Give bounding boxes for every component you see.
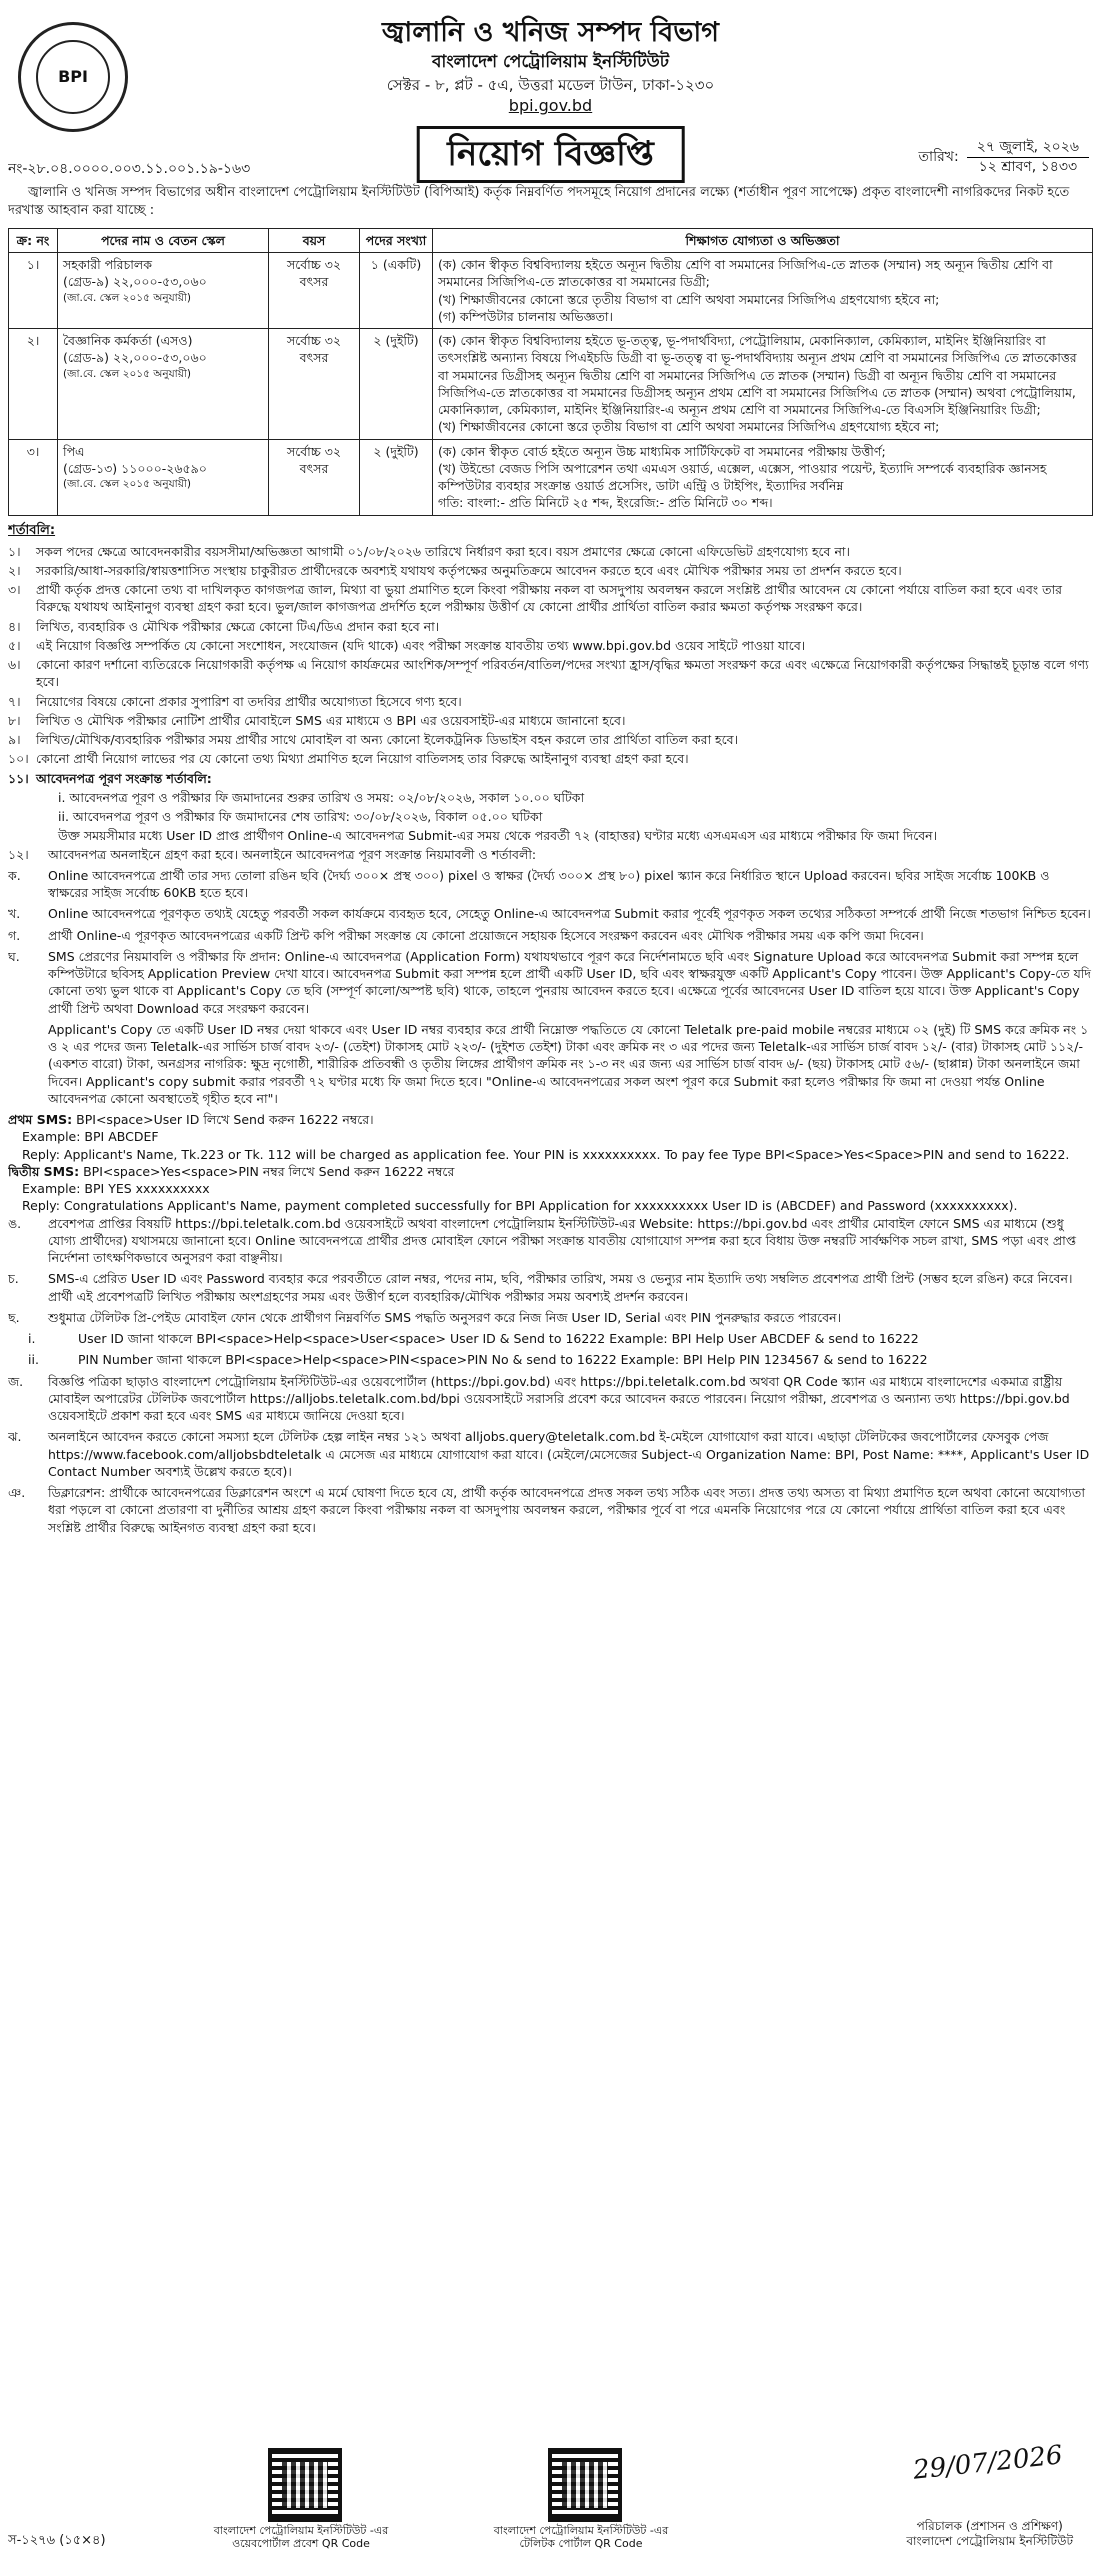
row-age: সর্বোচ্চ ৩২ বৎসর	[269, 329, 360, 440]
step-text: Online আবেদনপত্রে পূরণকৃত তথ্যই যেহেতু পরবর্তী সকল কার্যক্রমে ব্যবহৃত হবে, সেহেতু Online-এ আবেদনপত্র Submit করার পূর্বেই পূরণকৃত সকল তথ্যের সঠিকতা সম্পর্কে প্রার্থী নিজে শতভাগ নিশ্চিত হবেন।	[48, 906, 1091, 922]
recover-key: ii.	[28, 1352, 39, 1368]
recover-text: User ID জানা থাকলে BPI<space>Help<space>User<space> User ID & Send to 16222 Example: BPI Help User ABCDEF & send to 16222	[78, 1331, 919, 1347]
header-center	[8, 8, 1093, 117]
col-count: পদের সংখ্যা	[360, 228, 433, 252]
step-key	[8, 1021, 48, 1111]
signatory	[906, 2519, 1073, 2550]
row-age: সর্বোচ্চ ৩২ বৎসর	[269, 253, 360, 329]
teletalk-qr-code[interactable]	[548, 2448, 622, 2522]
posts-table	[8, 228, 1093, 516]
first-sms-command: BPI<space>User ID লিখে Send করুন 16222 নম্বরে।	[76, 1112, 374, 1128]
step-key: ছ.	[8, 1309, 20, 1325]
condition-item: ৮। লিখিত ও মৌখিক পরীক্ষার নোটিশ প্রার্থীর মোবাইলে SMS এর মাধ্যমে ও BPI এর ওয়েবসাইট-এর মাধ্যমে জানানো হবে।	[8, 712, 626, 728]
qualification-item: (খ) শিক্ষাজীবনের কোনো স্তরে তৃতীয় বিভাগ বা শ্রেণি অথবা সমমানের সিজিপিএ গ্রহণযোগ্য হইবে না;	[438, 291, 940, 307]
condition-item: ১১। আবেদনপত্র পূরণ সংক্রান্ত শর্তাবলি:	[8, 770, 212, 786]
step-text: প্রার্থী Online-এ পূরণকৃত আবেদনপত্রের একটি প্রিন্ট কপি পরীক্ষা সংক্রান্ত যে কোনো প্রয়োজনে সহায়ক হিসেবে সংরক্ষণ করবেন এবং মৌখিক পরীক্ষার সময় এক কপি জমা দিবেন।	[48, 927, 924, 943]
step-key: ঘ.	[8, 948, 20, 964]
row-serial: ২।	[9, 329, 58, 440]
sms-instructions	[8, 1111, 1093, 1215]
step-text: অনলাইনে আবেদন করতে কোনো সমস্যা হলে টেলিটক হেল্প লাইন নম্বর ১২১ অথবা alljobs.query@teletalk.com.bd ই-মেইলে যোগাযোগ করা যাবে। এছাড়া টেলিটকের জবপোর্টালের ফেসবুক পেজ https://www.facebook.com/alljobsbdteletalk এ মেসেজ এর মাধ্যমে যোগাযোগ করা যাবে। (মেইলে/মেসেজের Subject-এ Organization Name: BPI, Post Name: ****, Applicant's User ID Contact Number অবশ্যই উল্লেখ করতে হবে)।	[48, 1429, 1090, 1479]
online-steps	[8, 846, 1093, 1112]
publication-code: স-১২৭৬ (১৫×৪)	[8, 2533, 106, 2549]
signatory-title: পরিচালক (প্রশাসন ও প্রশিক্ষণ)	[916, 2518, 1063, 2533]
teletalk-qr-caption: বাংলাদেশ পেট্রোলিয়াম ইনস্টিটিউট -এর টেলিটক পোর্টাল QR Code	[493, 2523, 669, 2550]
step-text: SMS-এ প্রেরিত User ID এবং Password ব্যবহার করে পরবর্তীতে রোল নম্বর, পদের নাম, ছবি, পরীক্ষার তারিখ, সময় ও ভেন্যুর নাম ইত্যাদি তথ্য সম্বলিত প্রবেশপত্র প্রার্থী প্রিন্ট (সম্ভব হলে রঙিন) করে নিবেন। প্রার্থী এই প্রবেশপত্রটি লিখিত পরীক্ষায় অংশগ্রহণের সময় এবং উত্তীর্ণ হলে ব্যবহারিক/মৌখিক পরীক্ষার সময় অবশ্যই প্রদর্শন করবেন।	[48, 1271, 1073, 1304]
pay-scale-note: (জা.বে. স্কেল ২০১৫ অনুযায়ী)	[63, 367, 191, 380]
condition-item: ২। সরকারি/আধা-সরকারি/স্বায়ত্তশাসিত সংস্থায় চাকুরীরত প্রার্থীদেরকে অবশ্যই যথাযথ কর্তৃপক্ষের অনুমতিক্রমে আবেদন করতে হবে এবং মৌখিক পরীক্ষার সময় তা প্রদর্শন করতে হবে।	[8, 562, 902, 578]
step-key: ঝ.	[8, 1429, 22, 1445]
signatory-org: বাংলাদেশ পেট্রোলিয়াম ইনস্টিটিউট	[906, 2534, 1073, 2549]
table-row	[9, 439, 1093, 515]
second-sms-label: দ্বিতীয় SMS:	[8, 1163, 80, 1179]
row-count: ২ (দুইটি)	[360, 439, 433, 515]
step-text: আবেদনপত্র অনলাইনে গ্রহণ করা হবে। অনলাইনে আবেদনপত্র পূরণ সংক্রান্ত নিয়মাবলী ও শর্তাবলী:	[48, 846, 537, 862]
second-sms-reply: Reply: Congratulations Applicant's Name, payment completed successfully for BPI Application for xxxxxxxxxx User ID is (ABCDEF) and Password (xxxxxxxxxx).	[22, 1198, 1018, 1214]
qualification-item: (ক) কোন স্বীকৃত বোর্ড হইতে অন্যূন উচ্চ মাধ্যমিক সার্টিফিকেট বা সমমানের পরীক্ষায় উত্তীর্ণ;	[438, 443, 886, 459]
step-key: ঙ.	[8, 1215, 22, 1231]
pay-scale: (গ্রেড-৯) ২২,০০০-৫৩,০৬০	[63, 274, 207, 290]
qualification-item: গতি: বাংলা:- প্রতি মিনিটে ২৫ শব্দ, ইংরেজি:- প্রতি মিনিটে ৩০ শব্দ।	[438, 495, 773, 511]
col-qualification: শিক্ষাগত যোগ্যতা ও অভিজ্ঞতা	[433, 228, 1093, 252]
table-row	[9, 253, 1093, 329]
website-qr-code[interactable]	[268, 2448, 342, 2522]
intro-text: জ্বালানি ও খনিজ সম্পদ বিভাগের অধীন বাংলাদেশ পেট্রোলিয়াম ইনস্টিটিউট (বিপিআই) কর্তৃক নিম্নবর্ণিত পদসমূহে নিয়োগ প্রদানের লক্ষ্যে (শর্তাধীন পূরণ সাপেক্ষে) প্রকৃত বাংলাদেশী নাগরিকদের নিকট হতে দরখাস্ত আহবান করা যাচ্ছে :	[8, 185, 1070, 218]
condition-item: ১০। কোনো প্রার্থী নিয়োগ লাভের পর যে কোনো তথ্য মিথ্যা প্রমাণিত হলে নিয়োগ বাতিলসহ তার বিরুদ্ধে আইনানুগ ব্যবস্থা গ্রহণ করা হবে।	[8, 751, 689, 767]
first-sms-reply: Reply: Applicant's Name, Tk.223 or Tk. 112 will be charged as application fee. Your PIN is xxxxxxxxxx. To pay fee Type BPI<Space>Yes<Space>PIN and send to 16222.	[22, 1146, 1070, 1162]
condition-item: ৬। কোনো কারণ দর্শানো ব্যতিরেকে নিয়োগকারী কর্তৃপক্ষ এ নিয়োগ কার্যক্রমের আংশিক/সম্পূর্ণ পরিবর্তন/বাতিল/পদের সংখ্যা হ্রাস/বৃদ্ধির ক্ষমতা সংরক্ষণ করে এবং এক্ষেত্রে নিয়োগকারী কর্তৃপক্ষের সিদ্ধান্তই চূড়ান্ত বলে গণ্য হবে।	[8, 657, 1089, 690]
ministry-name: জ্বালানি ও খনিজ সম্পদ বিভাগ	[382, 17, 719, 48]
pay-scale: (গ্রেড-৯) ২২,০০০-৫৩,০৬০	[63, 350, 207, 366]
issue-date	[919, 138, 1089, 178]
condition-item: ৫। এই নিয়োগ বিজ্ঞপ্তি সম্পর্কিত যে কোনো সংশোধন, সংযোজন (যদি থাকে) এবং পরীক্ষা সংক্রান্ত যাবতীয় তথ্য www.bpi.gov.bd ওয়েব সাইটে পাওয়া যাবে।	[8, 637, 806, 653]
footer	[8, 2432, 1093, 2552]
memo-number: নং-২৮.০৪.০০০০.০০৩.১১.০০১.১৯-১৬৩	[8, 161, 251, 177]
step-text: ডিক্লারেশন: প্রার্থীকে আবেদনপত্রের ডিক্লারেশন অংশে এ মর্মে ঘোষণা দিতে হবে যে, প্রার্থী কর্তৃক আবেদনপত্রে প্রদত্ত সকল তথ্য সঠিক এবং সত্য। প্রদত্ত তথ্য অসত্য বা মিথ্যা প্রমাণিত হলে অথবা কোনো অযোগ্যতা ধরা পড়লে বা কোনো প্রতারণা বা দুর্নীতির আশ্রয় গ্রহণ করলে কিংবা পরীক্ষায় নকল বা অসদুপায় অবলম্বন করলে, পরীক্ষার পূর্বে বা পরে এমনকি নিয়োগের পরে যে কোনো পর্যায়ে প্রার্থিতা বাতিল করা হবে এবং সংশ্লিষ্ট প্রার্থীর বিরুদ্ধে আইনগত ব্যবস্থা গ্রহণ করা হবে।	[48, 1485, 1085, 1535]
date-label: তারিখ:	[918, 149, 959, 166]
step-key: ক.	[8, 867, 21, 883]
condition-item: ১। সকল পদের ক্ষেত্রে আবেদনকারীর বয়সসীমা/অভিজ্ঞতা আগামী ০১/০৮/২০২৬ তারিখে নির্ধারণ করা হবে। বয়স প্রমাণের ক্ষেত্রে কোনো এফিডেভিট গ্রহণযোগ্য হবে না।	[8, 543, 851, 559]
step-text: শুধুমাত্র টেলিটক প্রি-পেইড মোবাইল ফোন থেকে প্রার্থীগণ নিম্নবর্ণিত SMS পদ্ধতি অনুসরণ করে নিজ নিজ User ID, Serial এবং PIN পুনরুদ্ধার করতে পারবেন।	[48, 1309, 842, 1325]
pay-scale-note: (জা.বে. স্কেল ২০১৫ অনুযায়ী)	[63, 478, 191, 491]
pay-scale-note: (জা.বে. স্কেল ২০১৫ অনুযায়ী)	[63, 291, 191, 304]
qualification-item: (ক) কোন স্বীকৃত বিশ্ববিদ্যালয় হইতে ভূ-তত্ত্ব, ভূ-পদার্থবিদ্যা, পেট্রোলিয়াম, মেকানিক্যাল, কেমিক্যাল, মাইনিং ইঞ্জিনিয়ারিং বা তৎসংশ্লিষ্ট অন্যান্য বিষয়ে পিএইচডি ডিগ্রী বা ভূ-তত্ত্ব বা ভূ-পদার্থবিদ্যায় অন্যূন প্রথম শ্রেণি বা সমমানের সিজিপিএ তে স্নাতকোত্তর বা সমমানের ডিগ্রীসহ অন্যূন দ্বিতীয় শ্রেণি বা সমমানের সিজিপিএ তে স্নাতক (সম্মান) ডিগ্রী বা অন্যূন দ্বিতীয় শ্রেণি বা সমমানের সিজিপিএ-তে স্নাতকোত্তর বা সমমানের ডিগ্রীসহ অন্যূন প্রথম শ্রেণি বা সমমানের সিজিপিএ তে স্নাতক (সম্মান) অথবা পেট্রোলিয়াম, মেকানিক্যাল, কেমিক্যাল, মাইনিং ইঞ্জিনিয়ারিং-এ অন্যূন প্রথম শ্রেণি বা সমমানের সিজিপিএ-তে বিএসসি ইঞ্জিনিয়ারিং ডিগ্রী;	[438, 333, 1077, 418]
first-sms-example: Example: BPI ABCDEF	[22, 1129, 159, 1145]
post-name: সহকারী পরিচালক	[63, 257, 152, 273]
step-text: Applicant's Copy তে একটি User ID নম্বর দেয়া থাকবে এবং User ID নম্বর ব্যবহার করে প্রার্থী নিম্নোক্ত পদ্ধতিতে যে কোনো Teletalk pre-paid mobile নম্বরের মাধ্যমে ০২ (দুই) টি SMS করে ক্রমিক নং ১ ও ২ এর পদের জন্য Teletalk-এর সার্ভিস চার্জ বাবদ ২৩/- (তেইশ) টাকাসহ মোট ২২৩/- (দুইশত তেইশ) টাকা এবং ক্রমিক নং ৩ এর পদের জন্য Teletalk-এর সার্ভিস চার্জ বাবদ ১২/- (বার) টাকাসহ মোট ১১২/- (একশত বারো) টাকা, অনগ্রসর নাগরিক: ক্ষুদ্র নৃগোষ্ঠী, শারীরিক প্রতিবন্ধী ও তৃতীয় লিঙ্গের প্রার্থীগণ ক্রমিক নং ১-৩ নং এর জন্য এর সার্ভিস চার্জ বাবদ ৬/- (ছয়) টাকাসহ মোট ৫৬/- (ছাপ্পান্ন) টাকা অনলাইনে জমা দিবেন। Applicant's copy submit করার পরবর্তী ৭২ ঘণ্টার মধ্যে ফি জমা দিতে হবে। "Online-এ আবেদনপত্রের সকল অংশ পূরণ করে Submit করা হলেও পরীক্ষার ফি জমা না দেওয়া পর্যন্ত Online আবেদনপত্র কোনো অবস্থাতেই গৃহীত হবে না"।	[48, 1021, 1089, 1106]
schedule-item: উক্ত সময়সীমার মধ্যে User ID প্রাপ্ত প্রার্থীগণ Online-এ আবেদনপত্র Submit-এর সময় থেকে পরবর্তী ৭২ (বাহাত্তর) ঘণ্টার মধ্যে এসএমএস এর মাধ্যমে পরীক্ষার ফি জমা দিবেন।	[58, 828, 938, 844]
conditions-list	[8, 542, 1093, 846]
step-text: SMS প্রেরণের নিয়মাবলি ও পরীক্ষার ফি প্রদান: Online-এ আবেদনপত্র (Application Form) যথাযথভাবে পূরণ করে নির্দেশনামতে ছবি এবং Signature Upload করে আবেদনপত্র Submit করা সম্পন্ন হলে কম্পিউটারে ছবিসহ Application Preview দেখা যাবে। আবেদনপত্র Submit করা সম্পন্ন হলে প্রার্থী একটি User ID, ছবি এবং স্বাক্ষরযুক্ত একটি Applicant's Copy পাবেন। উক্ত Applicant's Copy-তে যদি কোনো তথ্য ভুল থাকে বা Applicant's Copy তে ছবি (সম্পূর্ণ কালো/অস্পষ্ট ছবি) থাকে, তাহলে পুনরায় আবেদন করতে হবে। এক্ষেত্রে পূর্বের আবেদনের User ID বাতিল হয়ে যাবে। উক্ত Applicant's Copy প্রার্থী প্রিন্ট অথবা Download করে সংরক্ষণ করবেন।	[48, 948, 1091, 1016]
qualification-item: (ক) কোন স্বীকৃত বিশ্ববিদ্যালয় হইতে অন্যূন দ্বিতীয় শ্রেণি বা সমমানের সিজিপিএ-তে স্নাতক (সম্মান) সহ অন্যূন দ্বিতীয় শ্রেণি বা সমমানের সিজিপিএ-তে স্নাতকোত্তর বা সমমানের ডিগ্রী;	[438, 257, 1053, 290]
step-key: ঞ.	[8, 1485, 26, 1501]
recover-key: i.	[28, 1331, 36, 1347]
date-bangla: ১২ শ্রাবণ, ১৪৩৩	[978, 159, 1078, 176]
second-sms-example: Example: BPI YES xxxxxxxxxx	[22, 1181, 210, 1197]
institute-name: বাংলাদেশ পেট্রোলিয়াম ইনস্টিটিউট	[431, 52, 670, 73]
page-title: নিয়োগ বিজ্ঞপ্তি	[416, 126, 685, 183]
conditions-heading: শর্তাবলি:	[8, 522, 56, 538]
table-row	[9, 329, 1093, 440]
table-header-row	[9, 228, 1093, 252]
row-qualification	[433, 329, 1093, 440]
row-post	[58, 329, 269, 440]
recover-text: PIN Number জানা থাকলে BPI<space>Help<space>PIN<space>PIN No & send to 16222 Example: BPI Help PIN 1234567 & send to 16222	[78, 1352, 928, 1368]
row-post	[58, 253, 269, 329]
row-post	[58, 439, 269, 515]
row-serial: ১।	[9, 253, 58, 329]
first-sms-label: প্রথম SMS:	[8, 1112, 73, 1128]
step-key: চ.	[8, 1271, 19, 1287]
qualification-item: (খ) শিক্ষাজীবনের কোনো স্তরে তৃতীয় বিভাগ বা শ্রেণি অথবা সমমানের সিজিপিএ গ্রহণযোগ্য হইবে না;	[438, 419, 940, 435]
signature: 29/07/2026	[911, 2440, 1065, 2486]
step-text: প্রবেশপত্র প্রাপ্তির বিষয়টি https://bpi.teletalk.com.bd ওয়েবসাইটে অথবা বাংলাদেশ পেট্রোলিয়াম ইনস্টিটিউট-এর Website: https://bpi.gov.bd এবং প্রার্থীর মোবাইল ফোনে SMS এর মাধ্যমে (শুধু যোগ্য প্রার্থীদের) যথাসময়ে জানানো হবে। Online আবেদনপত্রে প্রার্থীর প্রদত্ত মোবাইল ফোনে পরীক্ষা সংক্রান্ত যাবতীয় যোগাযোগ সম্পন্ন করা হবে বিধায় উক্ত নম্বরটি সার্বক্ষণিক সচল রাখা, SMS পড়া এবং প্রাপ্ত নির্দেশনা তাৎক্ষণিকভাবে অনুসরণ করা বাঞ্ছনীয়।	[48, 1215, 1077, 1266]
row-qualification	[433, 439, 1093, 515]
condition-item: ৯। লিখিত/মৌখিক/ব্যবহারিক পরীক্ষার সময় প্রার্থীর সাথে মোবাইল বা অন্য কোনো ইলেকট্রনিক ডিভাইস বহন করলে তার প্রার্থিতা বাতিল করা হবে।	[8, 732, 739, 748]
qualification-item: (গ) কম্পিউটার চালনায় অভিজ্ঞতা।	[438, 308, 614, 324]
row-qualification	[433, 253, 1093, 329]
col-age: বয়স	[269, 228, 360, 252]
logo-text: BPI	[36, 40, 110, 114]
schedule-item: i. আবেদনপত্র পূরণ ও পরীক্ষার ফি জমাদানের শুরুর তারিখ ও সময়: ০২/০৮/২০২৬, সকাল ১০.০০ ঘটিকা	[58, 789, 585, 805]
post-name: পিএ	[63, 443, 85, 459]
step-key: ১২।	[8, 846, 29, 862]
step-key: খ.	[8, 906, 21, 922]
institute-website[interactable]: bpi.gov.bd	[508, 96, 593, 116]
condition-item: ৩। প্রার্থী কর্তৃক প্রদত্ত কোনো তথ্য বা দাখিলকৃত কাগজপত্র জাল, মিথ্যা বা ভুয়া প্রমাণিত হলে কিংবা পরীক্ষায় নকল বা অসদুপায় অবলম্বন করলে সংশ্লিষ্ট প্রার্থীর আবেদন যে কোনো পর্যায়ে বাতিল করা হবে এবং তার বিরুদ্ধে যথাযথ আইনানুগ ব্যবস্থা গ্রহণ করা হবে। ভুল/জাল কাগজপত্র প্রদর্শিত হলে পরীক্ষায় উত্তীর্ণ যে কোনো প্রার্থীর প্রার্থিতা বাতিল করার ক্ষমতা কর্তৃপক্ষ সংরক্ষণ করে।	[8, 582, 1063, 615]
row-count: ১ (একটি)	[360, 253, 433, 329]
date-gregorian: ২৭ জুলাই, ২০২৬	[967, 138, 1089, 158]
step-key: জ.	[8, 1373, 24, 1389]
condition-item: ৪। লিখিত, ব্যবহারিক ও মৌখিক পরীক্ষার ক্ষেত্রে কোনো টিএ/ডিএ প্রদান করা হবে না।	[8, 618, 440, 634]
row-serial: ৩।	[9, 439, 58, 515]
qualification-item: (খ) উইন্ডো বেজড পিসি অপারেশন তথা এমএস ওয়ার্ড, এক্সেল, এক্সেস, পাওয়ার পয়েন্ট, ইত্যাদি সম্পর্কে ব্যবহারিক জ্ঞানসহ কম্পিউটার ব্যবহার সংক্রান্ত ওয়ার্ড প্রসেসিং, ডাটা এন্ট্রি ও টাইপিং, ইত্যাদির সর্বনিম্ন	[438, 460, 1047, 494]
step-key: গ.	[8, 927, 21, 943]
institute-address: সেক্টর - ৮, প্লট - ৫এ, উত্তরা মডেল টাউন, ঢাকা-১২৩০	[386, 75, 715, 94]
website-qr-caption: বাংলাদেশ পেট্রোলিয়াম ইনস্টিটিউট -এর ওয়েবপোর্টাল প্রবেশ QR Code	[213, 2523, 389, 2550]
pay-scale: (গ্রেড-১৩) ১১০০০-২৬৫৯০	[63, 460, 207, 476]
col-serial: ক্র: নং	[9, 228, 58, 252]
job-circular-page	[8, 8, 1093, 2552]
header	[8, 8, 1093, 178]
schedule-item: ii. আবেদনপত্র পূরণ ও পরীক্ষার ফি জমাদানের শেষ তারিখ: ৩০/০৮/২০২৬, বিকাল ০৫.০০ ঘটিকা	[58, 809, 543, 825]
second-sms-command: BPI<space>Yes<space>PIN নম্বর লিখে Send করুন 16222 নম্বরে	[83, 1163, 455, 1179]
condition-item: ৭। নিয়োগের বিষয়ে কোনো প্রকার সুপারিশ বা তদবির প্রার্থীর অযোগ্যতা হিসেবে গণ্য হবে।	[8, 693, 462, 709]
row-count: ২ (দুইটি)	[360, 329, 433, 440]
admit-steps	[8, 1215, 1093, 1540]
step-text: বিজ্ঞপ্তি পত্রিকা ছাড়াও বাংলাদেশ পেট্রোলিয়াম ইনস্টিটিউট-এর ওয়েবপোর্টাল (https://bpi.gov.bd) এবং https://bpi.teletalk.com.bd অথবা QR Code স্ক্যান এর মাধ্যমে বাংলাদেশের একমাত্র রাষ্ট্রীয় মোবাইল অপারেটর টেলিটক জবপোর্টাল https://alljobs.teletalk.com.bd/bpi ওয়েবসাইটে সরাসরি প্রবেশ করে আবেদন করতে পারবেন। নিয়োগ পরীক্ষা, প্রবেশপত্র ও অন্যান্য তথ্য https://bpi.gov.bd ওয়েবসাইটে প্রকাশ করা হবে এবং SMS এর মাধ্যমে জানিয়ে দেওয়া হবে।	[48, 1373, 1070, 1424]
post-name: বৈজ্ঞানিক কর্মকর্তা (এসও)	[63, 333, 193, 349]
step-text: Online আবেদনপত্রে প্রার্থী তার সদ্য তোলা রঙিন ছবি (দৈর্ঘ্য ৩০০× প্রস্থ ৩০০) pixel ও স্বাক্ষর (দৈর্ঘ্য ৩০০× প্রস্থ ৮০) pixel স্ক্যান করে নির্ধারিত স্থানে Upload করবেন। ছবির সাইজ সর্বোচ্চ 100KB ও স্বাক্ষরের সাইজ সর্বোচ্চ 60KB হতে হবে।	[48, 867, 1050, 901]
col-post: পদের নাম ও বেতন স্কেল	[58, 228, 269, 252]
row-age: সর্বোচ্চ ৩২ বৎসর	[269, 439, 360, 515]
